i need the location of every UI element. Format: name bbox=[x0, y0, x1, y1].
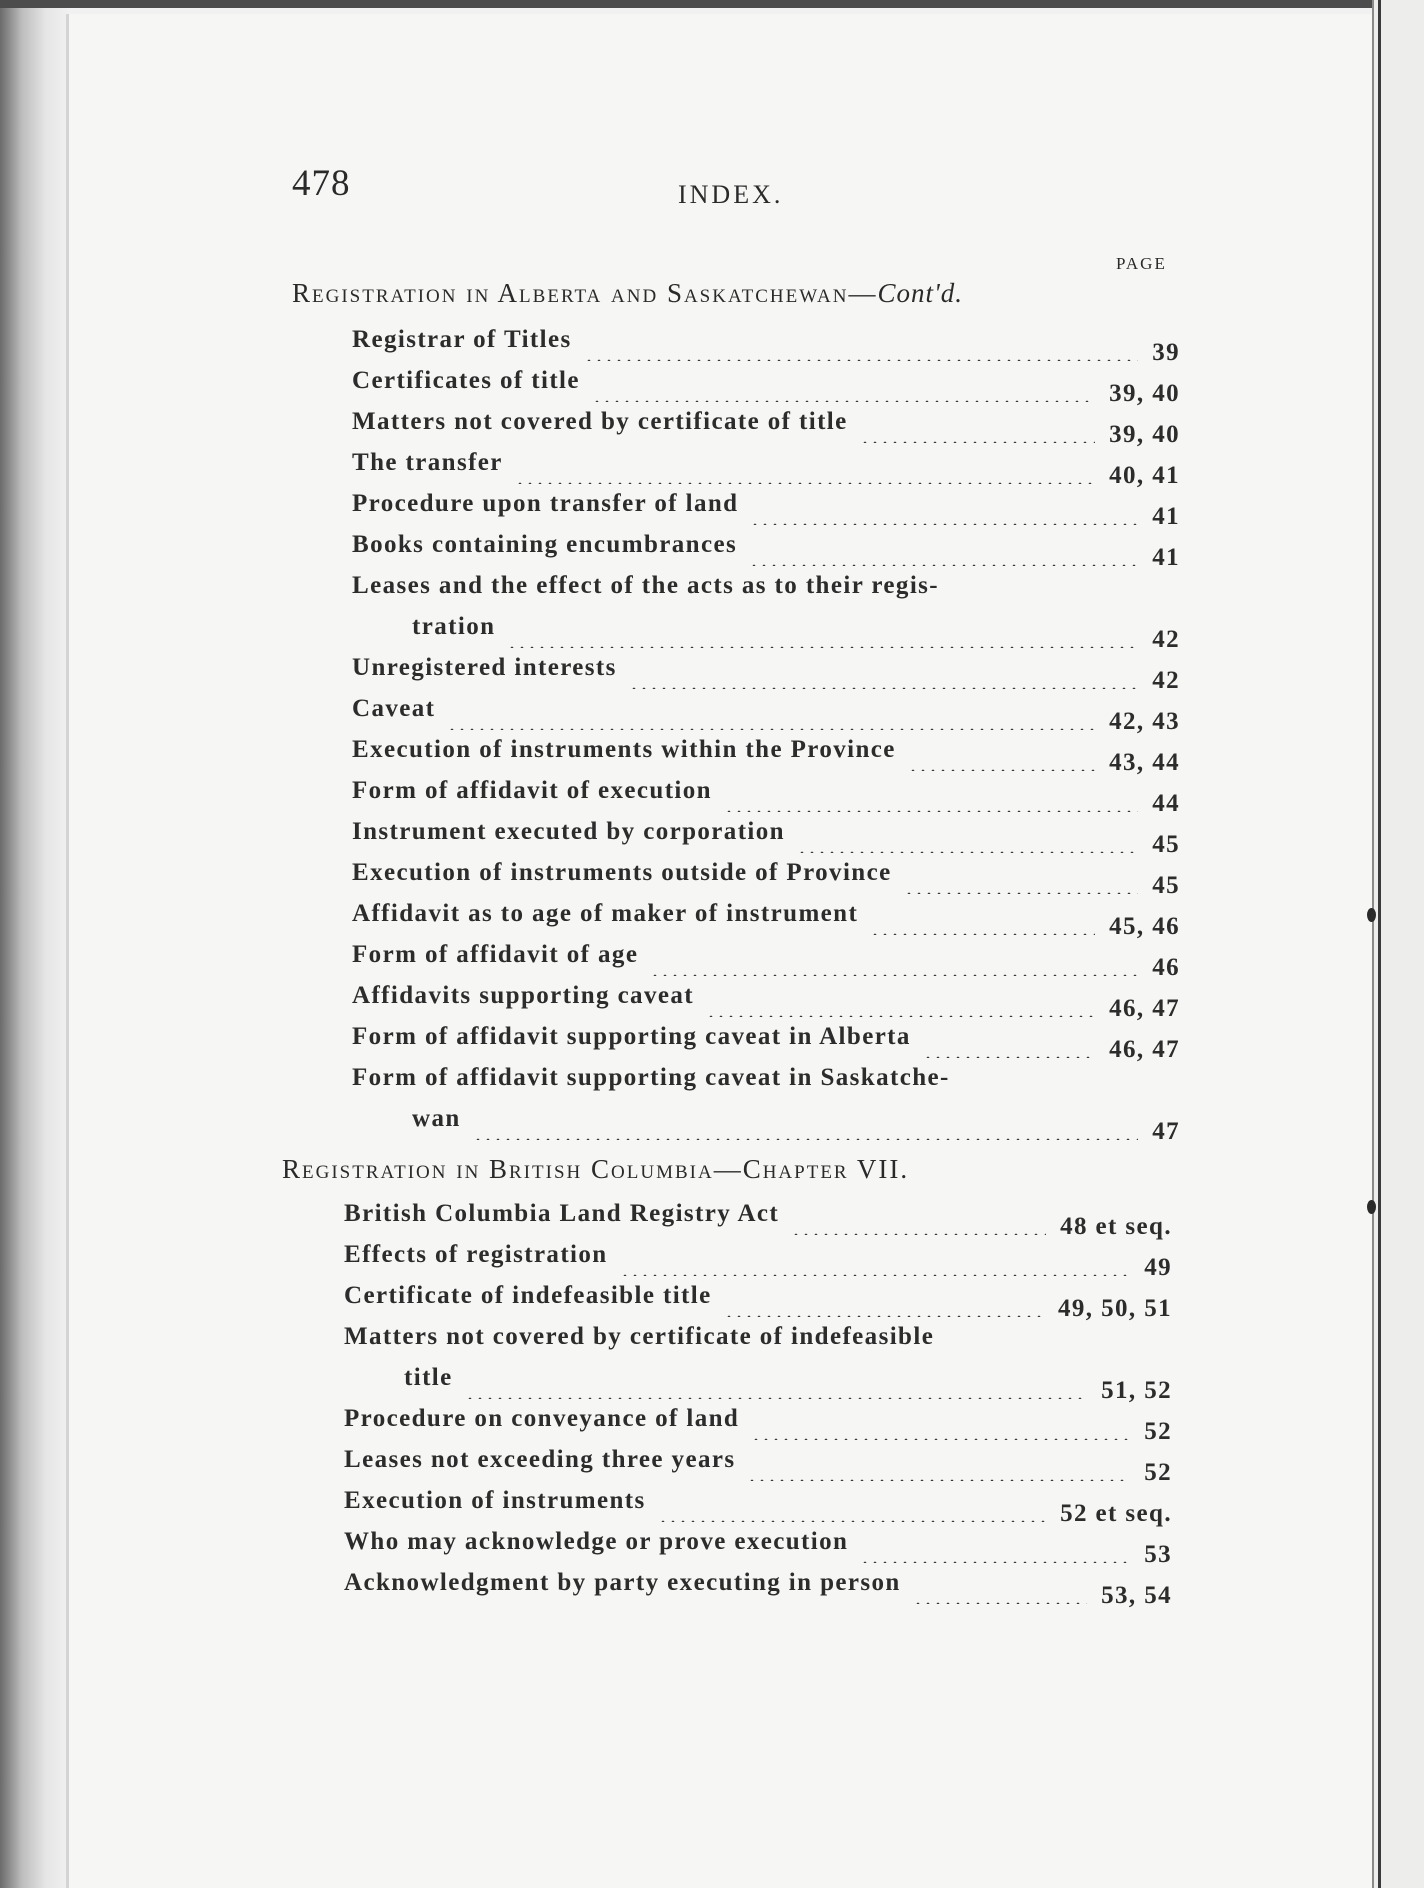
dot-leader bbox=[860, 1561, 1130, 1563]
dot-leader bbox=[724, 1315, 1044, 1317]
index-entry bbox=[344, 1241, 1172, 1282]
index-entry-label: Procedure on conveyance of land bbox=[344, 1405, 740, 1432]
dot-leader bbox=[860, 441, 1095, 443]
index-entry bbox=[352, 490, 1180, 531]
index-entry-label-continued: wan bbox=[412, 1105, 461, 1132]
index-entry-pages: 47 bbox=[1152, 1118, 1180, 1145]
dot-leader bbox=[870, 933, 1095, 935]
index-entry-pages: 39 bbox=[1152, 339, 1180, 366]
index-entry-label: Effects of registration bbox=[344, 1241, 608, 1268]
dot-leader bbox=[908, 769, 1095, 771]
dot-leader bbox=[592, 400, 1095, 402]
section-heading bbox=[282, 1154, 909, 1185]
index-entry-label: British Columbia Land Registry Act bbox=[344, 1200, 780, 1227]
dot-leader bbox=[515, 482, 1095, 484]
index-entry-label: Matters not covered by certificate of title bbox=[352, 408, 848, 435]
ink-speck bbox=[1367, 1200, 1376, 1214]
index-entry bbox=[344, 1323, 1172, 1405]
dot-leader bbox=[749, 564, 1138, 566]
dot-leader bbox=[620, 1274, 1130, 1276]
index-entry-label: Certificate of indefeasible title bbox=[344, 1282, 712, 1309]
index-entry-label: Execution of instruments outside of Province bbox=[352, 859, 892, 886]
dot-leader bbox=[750, 523, 1138, 525]
index-entry-label: Instrument executed by corporation bbox=[352, 818, 785, 845]
index-entry-list bbox=[344, 1200, 1172, 1610]
index-entry bbox=[352, 1064, 1180, 1146]
index-entry-label-continued: tration bbox=[412, 613, 496, 640]
dot-leader bbox=[507, 646, 1138, 648]
index-entry-list bbox=[352, 326, 1180, 1146]
index-entry-pages: 46, 47 bbox=[1109, 1036, 1180, 1063]
dot-leader bbox=[447, 728, 1095, 730]
index-entry-label: Affidavits supporting caveat bbox=[352, 982, 694, 1009]
index-entry bbox=[344, 1200, 1172, 1241]
book-top-edge bbox=[0, 0, 1424, 8]
index-entry-pages: 42, 43 bbox=[1109, 708, 1180, 735]
index-entry-pages: 49, 50, 51 bbox=[1058, 1295, 1172, 1322]
index-entry-pages: 45 bbox=[1152, 831, 1180, 858]
index-entry bbox=[352, 449, 1180, 490]
index-entry-label: Caveat bbox=[352, 695, 436, 722]
dot-leader bbox=[629, 687, 1138, 689]
dot-leader bbox=[791, 1233, 1046, 1235]
dot-leader bbox=[913, 1602, 1087, 1604]
index-entry-pages: 53, 54 bbox=[1101, 1582, 1172, 1609]
index-entry bbox=[352, 572, 1180, 654]
index-entry-label-continued: title bbox=[404, 1364, 453, 1391]
index-entry-pages: 51, 52 bbox=[1101, 1377, 1172, 1404]
index-entry-pages: 53 bbox=[1144, 1541, 1172, 1568]
index-entry-label: Registrar of Titles bbox=[352, 326, 572, 353]
index-entry bbox=[344, 1569, 1172, 1610]
index-entry-pages: 45, 46 bbox=[1109, 913, 1180, 940]
index-entry-pages: 52 bbox=[1144, 1459, 1172, 1486]
index-entry bbox=[352, 941, 1180, 982]
dot-leader bbox=[584, 359, 1138, 361]
index-entry bbox=[352, 326, 1180, 367]
index-entry-pages: 42 bbox=[1152, 626, 1180, 653]
page-gutter-line bbox=[1378, 0, 1381, 1888]
section-heading-text: Registration in British Columbia—Chapter VII. bbox=[282, 1154, 910, 1184]
index-entry-label: Affidavit as to age of maker of instrument bbox=[352, 900, 859, 927]
dot-leader bbox=[797, 851, 1138, 853]
index-entry-pages: 48 et seq. bbox=[1060, 1213, 1172, 1240]
index-entry-label: The transfer bbox=[352, 449, 503, 476]
index-entry bbox=[352, 654, 1180, 695]
index-entry-label: Form of affidavit supporting caveat in Saskatche- bbox=[352, 1064, 950, 1091]
index-entry-label: Who may acknowledge or prove execution bbox=[344, 1528, 849, 1555]
index-entry-label: Procedure upon transfer of land bbox=[352, 490, 739, 517]
index-entry-pages: 52 et seq. bbox=[1060, 1500, 1172, 1527]
index-entry-label: Leases and the effect of the acts as to their regis- bbox=[352, 572, 940, 599]
ink-speck bbox=[1367, 908, 1376, 922]
index-entry-label: Books containing encumbrances bbox=[352, 531, 738, 558]
dot-leader bbox=[923, 1056, 1095, 1058]
index-entry bbox=[352, 1023, 1180, 1064]
index-entry bbox=[352, 367, 1180, 408]
index-entry bbox=[352, 531, 1180, 572]
index-entry bbox=[352, 982, 1180, 1023]
index-entry bbox=[344, 1282, 1172, 1323]
index-entry bbox=[352, 900, 1180, 941]
index-entry-label: Unregistered interests bbox=[352, 654, 617, 681]
index-entry bbox=[344, 1487, 1172, 1528]
index-entry-pages: 46 bbox=[1152, 954, 1180, 981]
index-entry-pages: 39, 40 bbox=[1109, 421, 1180, 448]
index-entry-pages: 52 bbox=[1144, 1418, 1172, 1445]
index-entry bbox=[352, 859, 1180, 900]
index-entry-pages: 44 bbox=[1152, 790, 1180, 817]
index-entry-pages: 41 bbox=[1152, 503, 1180, 530]
section-heading-continued: Cont'd. bbox=[877, 278, 964, 308]
dot-leader bbox=[473, 1138, 1138, 1140]
index-entry-pages: 40, 41 bbox=[1109, 462, 1180, 489]
index-entry-pages: 39, 40 bbox=[1109, 380, 1180, 407]
section-heading-text: Registration in Alberta and Saskatchewan— bbox=[292, 278, 878, 308]
index-entry-label: Execution of instruments bbox=[344, 1487, 646, 1514]
dot-leader bbox=[706, 1015, 1095, 1017]
index-entry-label: Execution of instruments within the Province bbox=[352, 736, 896, 763]
index-entry-label: Form of affidavit of execution bbox=[352, 777, 712, 804]
index-entry-label: Acknowledgment by party executing in person bbox=[344, 1569, 901, 1596]
dot-leader bbox=[751, 1438, 1130, 1440]
index-entry-pages: 42 bbox=[1152, 667, 1180, 694]
dot-leader bbox=[724, 810, 1138, 812]
index-entry bbox=[352, 408, 1180, 449]
dot-leader bbox=[650, 974, 1138, 976]
index-entry-label: Leases not exceeding three years bbox=[344, 1446, 736, 1473]
index-entry bbox=[344, 1528, 1172, 1569]
index-entry-pages: 45 bbox=[1152, 872, 1180, 899]
index-entry-pages: 49 bbox=[1144, 1254, 1172, 1281]
running-head: INDEX. bbox=[678, 180, 784, 209]
dot-leader bbox=[465, 1397, 1087, 1399]
index-entry-label: Form of affidavit of age bbox=[352, 941, 639, 968]
page-number: 478 bbox=[292, 163, 351, 204]
index-entry bbox=[344, 1405, 1172, 1446]
dot-leader bbox=[904, 892, 1138, 894]
index-entry-label: Form of affidavit supporting caveat in Alberta bbox=[352, 1023, 911, 1050]
dot-leader bbox=[658, 1520, 1046, 1522]
index-entry bbox=[352, 818, 1180, 859]
index-entry-pages: 46, 47 bbox=[1109, 995, 1180, 1022]
page-column-label: PAGE bbox=[1116, 254, 1167, 273]
index-entry bbox=[344, 1446, 1172, 1487]
section-heading bbox=[292, 278, 963, 309]
index-entry bbox=[352, 777, 1180, 818]
index-entry-pages: 41 bbox=[1152, 544, 1180, 571]
index-entry-label: Matters not covered by certificate of indefeasible bbox=[344, 1323, 935, 1350]
index-entry-label: Certificates of title bbox=[352, 367, 580, 394]
index-entry-pages: 43, 44 bbox=[1109, 749, 1180, 776]
dot-leader bbox=[747, 1479, 1130, 1481]
index-entry bbox=[352, 695, 1180, 736]
index-entry bbox=[352, 736, 1180, 777]
